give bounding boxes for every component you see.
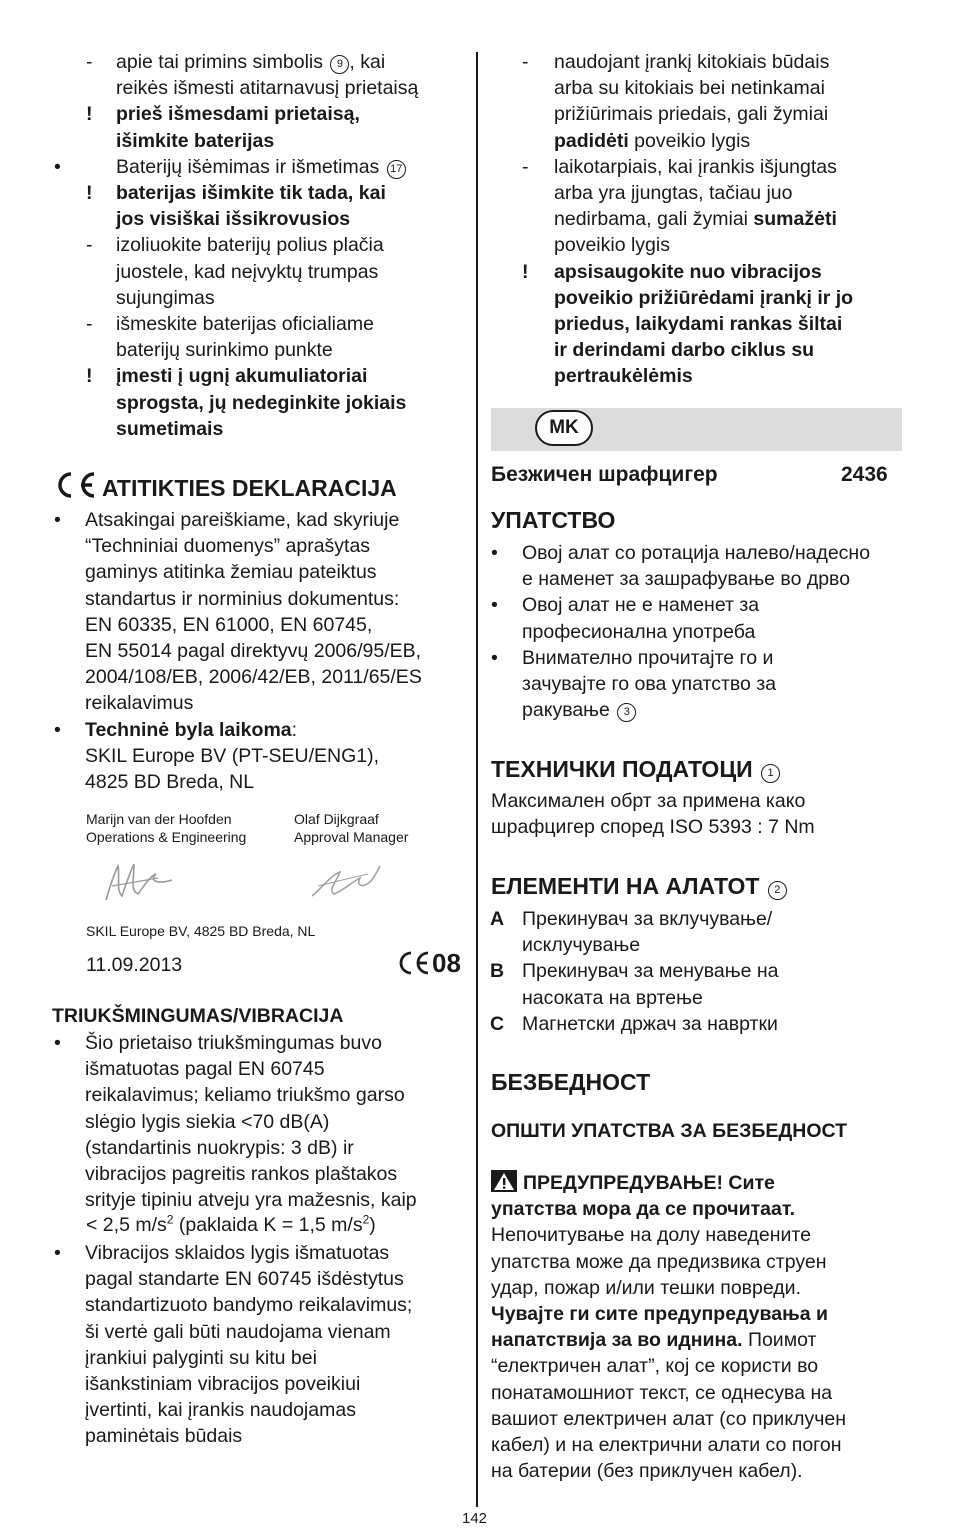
list-marker: - bbox=[86, 51, 93, 73]
line-text: Непочитување на долу наведените bbox=[491, 1224, 811, 1247]
line-text: вашиот електричен алат (со приклучен bbox=[491, 1407, 846, 1430]
line-text: SKIL Europe BV (PT-SEU/ENG1), bbox=[85, 744, 380, 767]
list-marker: B bbox=[490, 960, 505, 983]
line-text: ši vertė gali būti naudojama vienam bbox=[85, 1320, 391, 1343]
text-line bbox=[491, 1170, 775, 1196]
line-text: sumetimais bbox=[116, 417, 224, 440]
signatory-2-name: Olaf Dijkgraaf bbox=[294, 811, 379, 827]
line-text: reikalavimus bbox=[85, 692, 194, 715]
text-line bbox=[522, 697, 636, 723]
line-text: 2004/108/EB, 2006/42/EB, 2011/65/ES bbox=[85, 666, 422, 689]
line-text: удар, пожар и/или тешки повреди. bbox=[491, 1276, 801, 1299]
list-marker: • bbox=[491, 646, 498, 669]
line-text: naudojant įrankį kitokiais būdais bbox=[554, 51, 830, 73]
line-text: standartizuoto bandymo reikalavimus; bbox=[85, 1294, 413, 1317]
figure-ref: 17 bbox=[387, 160, 406, 179]
text-line bbox=[85, 1135, 354, 1161]
text-line bbox=[116, 390, 406, 416]
line-text: arba yra įjungtas, tačiau juo bbox=[554, 182, 793, 204]
text-line bbox=[85, 533, 370, 559]
noise-heading: TRIUKŠMINGUMAS/VIBRACIJA bbox=[52, 1005, 344, 1027]
line-text: професионална употреба bbox=[522, 620, 756, 643]
general-safety-heading: ОПШТИ УПАТСТВА ЗА БЕЗБЕДНОСТ bbox=[491, 1120, 848, 1142]
signatory-2-role: Approval Manager bbox=[294, 829, 409, 845]
line-text: įmesti į ugnį akumuliatoriai bbox=[116, 365, 368, 388]
text-line bbox=[85, 1161, 397, 1187]
declaration-date: 11.09.2013 bbox=[86, 954, 183, 976]
line-text: Овој алат со ротација налево/надесно bbox=[522, 542, 871, 564]
text-line bbox=[85, 1397, 356, 1423]
list-marker: • bbox=[491, 594, 498, 617]
text-line bbox=[86, 232, 384, 258]
signatory-1-role: Operations & Engineering bbox=[86, 829, 247, 845]
line-text: Чувајте ги сите предупредувања и bbox=[491, 1303, 829, 1325]
text-line bbox=[85, 1423, 242, 1449]
list-marker: • bbox=[54, 155, 61, 178]
list-marker: • bbox=[491, 542, 498, 564]
text-line bbox=[491, 1432, 841, 1458]
list-marker: • bbox=[54, 1242, 61, 1264]
text-line bbox=[85, 664, 422, 690]
line-text: напатствија за во иднина. bbox=[491, 1329, 743, 1352]
figure-ref: 9 bbox=[330, 55, 349, 74]
list-marker: • bbox=[54, 718, 61, 741]
text-line bbox=[491, 1458, 803, 1484]
text-line bbox=[85, 690, 193, 716]
line-text: насоката на вртење bbox=[522, 986, 703, 1009]
manual-heading: УПАТСТВО bbox=[491, 507, 616, 533]
line-text: “Techniniai duomenys” aprašytas bbox=[85, 535, 371, 558]
line-text: Baterijų išėmimas ir išmetimas bbox=[116, 155, 385, 178]
line-text-tail: poveikio lygis bbox=[628, 129, 751, 152]
line-text: standartus ir norminius dokumentus: bbox=[85, 587, 400, 610]
line-text-tail: Поимот bbox=[742, 1329, 817, 1352]
text-line bbox=[490, 1011, 778, 1037]
ce-mark-icon bbox=[52, 470, 98, 500]
line-text: vibracijos pagreitis rankos plaštakos bbox=[85, 1163, 398, 1185]
text-line bbox=[522, 154, 837, 180]
text-line bbox=[491, 1380, 832, 1406]
list-marker: ! bbox=[86, 182, 93, 204]
line-text: nedirbama, gali žymiai bbox=[554, 208, 754, 231]
text-line bbox=[85, 1266, 404, 1292]
text-line bbox=[522, 671, 776, 697]
line-text: Внимателно прочитајте го и bbox=[522, 646, 774, 669]
text-line bbox=[116, 128, 274, 154]
signature-1-image bbox=[100, 856, 180, 906]
figure-ref: 3 bbox=[617, 703, 636, 722]
text-line bbox=[85, 586, 399, 612]
text-line bbox=[116, 75, 418, 101]
text-line bbox=[85, 1371, 360, 1397]
text-line bbox=[85, 1292, 412, 1318]
text-line bbox=[86, 311, 374, 337]
text-line bbox=[85, 743, 379, 769]
line-text: sprogsta, jų nedeginkite jokiais bbox=[116, 391, 407, 414]
text-line bbox=[54, 1240, 390, 1266]
list-marker: - bbox=[86, 234, 93, 257]
line-text: pertraukėlėmis bbox=[554, 365, 693, 388]
line-text: apsisaugokite nuo vibracijos bbox=[554, 260, 822, 283]
text-line bbox=[116, 337, 333, 363]
line-text: 4825 BD Breda, NL bbox=[85, 771, 255, 793]
ce-year-mark: 08 bbox=[398, 948, 461, 979]
line-text: srityje tipiniu atveju yra mažesnis, kaip bbox=[85, 1189, 417, 1212]
text-line bbox=[86, 180, 386, 206]
line-text: išankstiniam vibracijos poveikiui bbox=[85, 1373, 361, 1395]
product-title: Безжичен шрафцигер bbox=[491, 463, 718, 486]
text-line bbox=[116, 285, 215, 311]
warning-triangle-icon bbox=[491, 1170, 517, 1192]
line-text: Магнетски држач за навртки bbox=[522, 1012, 778, 1035]
line-text: Techninė byla laikoma bbox=[85, 718, 292, 741]
text-line bbox=[522, 932, 640, 958]
ce-small-icon bbox=[398, 950, 432, 976]
line-text: упатства може да предизвика струен bbox=[491, 1250, 827, 1273]
text-line bbox=[54, 154, 406, 180]
line-text: (standartinis nuokrypis: 3 dB) ir bbox=[85, 1136, 354, 1159]
text-line bbox=[554, 101, 828, 127]
figure-ref-1: 1 bbox=[761, 764, 780, 783]
text-line bbox=[86, 101, 360, 127]
line-text: Прекинувач за менување на bbox=[522, 960, 779, 983]
text-line bbox=[554, 75, 825, 101]
line-text: исклучување bbox=[522, 934, 641, 957]
line-text: на батерии (без приклучен кабел). bbox=[491, 1460, 803, 1483]
line-text: įvertinti, kai įrankis naudojamas bbox=[85, 1399, 356, 1422]
safety-heading: БЕЗБЕДНОСТ bbox=[491, 1069, 651, 1095]
line-text: baterijų surinkimo punkte bbox=[116, 339, 333, 362]
line-text: EN 60335, EN 61000, EN 60745, bbox=[85, 613, 373, 636]
signatory-1-name: Marijn van der Hoofden bbox=[86, 811, 232, 827]
line-text: ПРЕДУПРЕДУВАЊЕ! Сите bbox=[523, 1172, 775, 1194]
line-text: зачувајте го ова упатство за bbox=[522, 673, 777, 695]
text-line bbox=[85, 559, 377, 585]
line-text: кабел) и на електрични алати со погон bbox=[491, 1434, 842, 1456]
text-line bbox=[85, 769, 254, 795]
list-marker: - bbox=[86, 313, 93, 335]
text-line bbox=[554, 206, 837, 232]
text-line bbox=[522, 619, 755, 645]
page-number: 142 bbox=[462, 1510, 488, 1527]
line-text: упатства мора да се прочитаат. bbox=[491, 1198, 796, 1221]
line-text-tail: : bbox=[291, 718, 298, 741]
text-line bbox=[85, 1319, 391, 1345]
line-text: sujungimas bbox=[116, 286, 215, 309]
text-line bbox=[491, 540, 871, 566]
text-line bbox=[85, 1187, 417, 1213]
line-text: ir derindami darbo ciklus su bbox=[554, 339, 815, 362]
list-marker: ! bbox=[522, 260, 529, 283]
text-line bbox=[554, 180, 792, 206]
tech-data-heading: ТЕХНИЧКИ ПОДАТОЦИ 1 bbox=[491, 756, 780, 783]
line-text: poveikio prižiūrėdami įrankį ir jo bbox=[554, 286, 854, 309]
line-text: ракување bbox=[522, 699, 616, 722]
text-line bbox=[54, 717, 298, 743]
text-line bbox=[490, 906, 773, 932]
list-marker: • bbox=[54, 1032, 61, 1054]
text-line bbox=[85, 638, 421, 664]
language-band bbox=[491, 408, 902, 451]
line-text: slėgio lygis siekia <70 dB(A) bbox=[85, 1110, 330, 1133]
text-line bbox=[554, 337, 814, 363]
list-marker: C bbox=[490, 1012, 505, 1035]
text-line bbox=[491, 1406, 846, 1432]
list-marker: ! bbox=[86, 365, 93, 388]
text-line bbox=[554, 285, 853, 311]
line-text: paminėtais būdais bbox=[85, 1425, 243, 1448]
text-line bbox=[116, 416, 223, 442]
line-text: išmatuotas pagal EN 60745 bbox=[85, 1058, 325, 1081]
text-line bbox=[522, 985, 703, 1011]
text-line bbox=[116, 259, 378, 285]
text-line bbox=[491, 592, 760, 618]
line-text: Овој алат не е наменет за bbox=[522, 594, 760, 617]
tech-data-line: Максимален обрт за примена како bbox=[491, 790, 806, 812]
list-marker: • bbox=[54, 509, 61, 531]
text-line bbox=[85, 612, 372, 638]
line-text: понатамошниот текст, се однесува на bbox=[491, 1381, 833, 1404]
text-line bbox=[85, 1056, 325, 1082]
list-marker: - bbox=[522, 51, 529, 73]
text-line bbox=[522, 49, 830, 75]
line-text-tail: , kai bbox=[349, 51, 386, 73]
declaration-heading: ATITIKTIES DEKLARACIJA bbox=[52, 470, 397, 502]
text-line bbox=[491, 1196, 795, 1222]
text-line bbox=[522, 566, 850, 592]
text-line bbox=[554, 311, 842, 337]
line-text: priedus, laikydami rankas šiltai bbox=[554, 313, 843, 335]
product-model: 2436 bbox=[841, 463, 888, 486]
text-line bbox=[491, 1249, 826, 1275]
line-text: gaminys atitinka žemiau pateiktus bbox=[85, 561, 377, 584]
text-line bbox=[491, 1353, 818, 1379]
tech-data-line: шрафцигер според ISO 5393 : 7 Nm bbox=[491, 816, 815, 839]
text-line bbox=[490, 958, 779, 984]
line-text: prižiūrimais priedais, gali žymiai bbox=[554, 103, 829, 126]
text-line bbox=[491, 1275, 801, 1301]
text-line bbox=[554, 232, 670, 258]
text-line bbox=[86, 49, 386, 75]
line-text: išimkite baterijas bbox=[116, 129, 275, 152]
line-text: Atsakingai pareiškiame, kad skyriuje bbox=[85, 509, 400, 531]
line-text: įrankiui palyginti su kitu bei bbox=[85, 1346, 317, 1369]
line-text: pagal standarte EN 60745 išdėstytus bbox=[85, 1268, 404, 1291]
line-text: apie tai primins simbolis bbox=[116, 51, 329, 73]
text-line bbox=[491, 645, 774, 671]
line-text: reikalavimus; keliamo triukšmo garso bbox=[85, 1084, 405, 1107]
line-text: poveikio lygis bbox=[554, 234, 670, 257]
line-text: “електричен алат”, кој се користи во bbox=[491, 1355, 819, 1378]
line-text: laikotarpiais, kai įrankis išjungtas bbox=[554, 155, 837, 178]
text-line bbox=[54, 507, 400, 533]
line-text: padidėti bbox=[554, 129, 629, 152]
language-code-badge: MK bbox=[535, 410, 593, 446]
line-text: baterijas išimkite tik tada, kai bbox=[116, 182, 386, 204]
line-text: arba su kitokiais bei netinkamai bbox=[554, 77, 825, 100]
text-line bbox=[54, 1030, 382, 1056]
line-text: prieš išmesdami prietaisą, bbox=[116, 103, 360, 126]
company-address: SKIL Europe BV, 4825 BD Breda, NL bbox=[86, 923, 316, 939]
text-line bbox=[554, 128, 750, 154]
line-text-bold: sumažėti bbox=[753, 208, 837, 231]
text-line bbox=[85, 1345, 317, 1371]
text-line bbox=[85, 1109, 329, 1135]
line-text: jos visiškai išsikrovusios bbox=[116, 208, 351, 231]
line-text: Šio prietaiso triukšmingumas buvo bbox=[85, 1032, 382, 1054]
figure-ref-2: 2 bbox=[768, 881, 787, 900]
text-line bbox=[116, 206, 350, 232]
text-line bbox=[86, 363, 368, 389]
text-line bbox=[491, 1301, 828, 1327]
text-line bbox=[491, 1327, 816, 1353]
text-line bbox=[85, 1082, 405, 1108]
list-marker: ! bbox=[86, 103, 93, 126]
line-text: juostele, kad neįvyktų trumpas bbox=[116, 260, 379, 283]
line-text: Прекинувач за вклучување/ bbox=[522, 908, 773, 930]
signature-2-image bbox=[304, 860, 384, 904]
list-marker: - bbox=[522, 155, 529, 178]
text-line bbox=[554, 363, 693, 389]
parts-heading: ЕЛЕМЕНТИ НА АЛАТОТ 2 bbox=[491, 873, 787, 900]
text-line bbox=[522, 259, 822, 285]
vibration-values: < 2,5 $m/s^2$ (paklaida K = 1,5 $m/s^2$) bbox=[86, 1212, 376, 1236]
line-text: reikės išmesti atitarnavusį prietaisą bbox=[116, 77, 419, 100]
line-text: izoliuokite baterijų polius plačia bbox=[116, 234, 384, 257]
text-line bbox=[491, 1222, 811, 1248]
line-text: išmeskite baterijas oficialiame bbox=[116, 313, 374, 335]
line-text: EN 55014 pagal direktyvų 2006/95/EB, bbox=[85, 640, 422, 662]
column-divider bbox=[476, 52, 478, 1507]
line-text: Vibracijos sklaidos lygis išmatuotas bbox=[85, 1242, 390, 1264]
list-marker: A bbox=[490, 908, 505, 930]
line-text: е наменет за зашрафување во дрво bbox=[522, 568, 851, 591]
